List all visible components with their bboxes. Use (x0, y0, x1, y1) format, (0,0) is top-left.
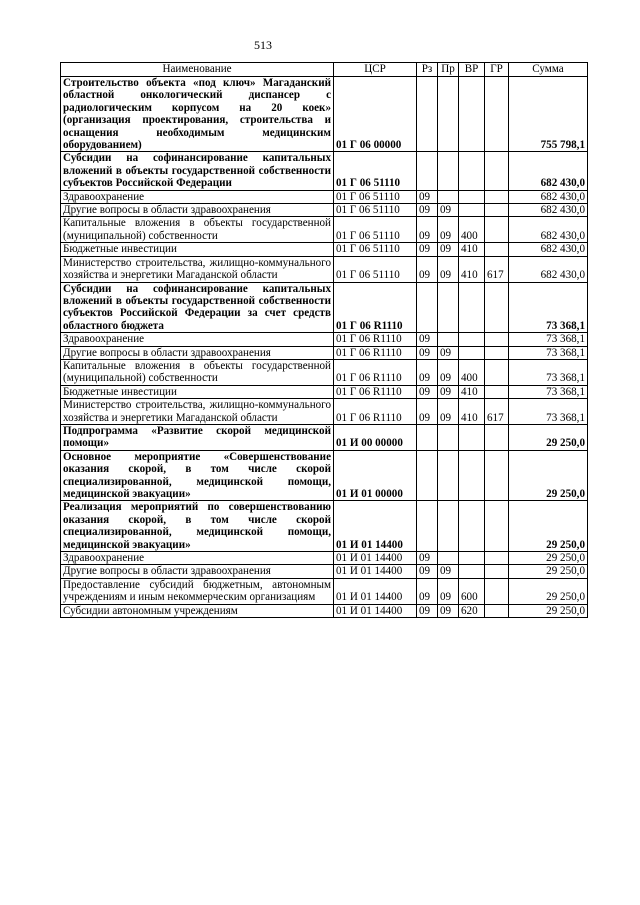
cell-vr (459, 450, 485, 501)
cell-pr: 09 (438, 578, 459, 604)
cell-sum: 682 430,0 (509, 217, 588, 243)
cell-sum: 29 250,0 (509, 450, 588, 501)
cell-csr: 01 Г 06 00000 (334, 77, 417, 152)
cell-name: Бюджетные инвестиции (61, 385, 334, 398)
cell-csr: 01 И 01 14400 (334, 578, 417, 604)
header-sum: Сумма (509, 63, 588, 77)
table-row (61, 243, 588, 256)
cell-vr (459, 565, 485, 578)
cell-gr (485, 243, 509, 256)
cell-rz: 09 (417, 385, 438, 398)
cell-pr (438, 424, 459, 450)
cell-sum: 73 368,1 (509, 385, 588, 398)
cell-name: Субсидии на софинансирование капитальных вложений в объекты государственной собственности субъектов Российской Федерации (61, 152, 334, 190)
cell-sum: 73 368,1 (509, 333, 588, 346)
cell-rz: 09 (417, 217, 438, 243)
cell-name: Другие вопросы в области здравоохранения (61, 204, 334, 217)
cell-gr (485, 359, 509, 385)
table-row (61, 77, 588, 152)
table-row (61, 552, 588, 565)
cell-pr (438, 552, 459, 565)
cell-rz: 09 (417, 604, 438, 617)
cell-name: Бюджетные инвестиции (61, 243, 334, 256)
cell-csr: 01 Г 06 R1110 (334, 346, 417, 359)
cell-name: Министерство строительства, жилищно-коммунального хозяйства и энергетики Магаданской области (61, 256, 334, 282)
cell-pr (438, 152, 459, 190)
cell-gr (485, 565, 509, 578)
cell-csr: 01 Г 06 51110 (334, 190, 417, 203)
cell-csr: 01 И 01 14400 (334, 552, 417, 565)
cell-gr (485, 190, 509, 203)
cell-pr (438, 190, 459, 203)
cell-rz (417, 424, 438, 450)
cell-pr: 09 (438, 243, 459, 256)
cell-csr: 01 Г 06 R1110 (334, 333, 417, 346)
cell-name: Реализация мероприятий по совершенствованию оказания скорой, в том числе скорой специализированной, медицинской помощи, медицинской эвакуации» (61, 501, 334, 552)
cell-pr (438, 450, 459, 501)
cell-sum: 682 430,0 (509, 243, 588, 256)
header-gr: ГР (485, 63, 509, 77)
cell-gr (485, 346, 509, 359)
cell-vr (459, 204, 485, 217)
cell-csr: 01 Г 06 51110 (334, 256, 417, 282)
cell-vr: 410 (459, 399, 485, 425)
cell-pr: 09 (438, 385, 459, 398)
cell-sum: 682 430,0 (509, 190, 588, 203)
cell-gr: 617 (485, 256, 509, 282)
cell-gr (485, 604, 509, 617)
header-rz: Рз (417, 63, 438, 77)
cell-gr (485, 152, 509, 190)
cell-vr (459, 77, 485, 152)
cell-pr: 09 (438, 204, 459, 217)
cell-csr: 01 Г 06 51110 (334, 152, 417, 190)
cell-name: Министерство строительства, жилищно-коммунального хозяйства и энергетики Магаданской области (61, 399, 334, 425)
table-row (61, 217, 588, 243)
table-row (61, 424, 588, 450)
cell-vr: 410 (459, 385, 485, 398)
cell-vr: 410 (459, 256, 485, 282)
cell-name: Капитальные вложения в объекты государственной (муниципальной) собственности (61, 217, 334, 243)
cell-gr (485, 578, 509, 604)
cell-pr: 09 (438, 399, 459, 425)
cell-rz: 09 (417, 256, 438, 282)
cell-vr (459, 333, 485, 346)
cell-gr: 617 (485, 399, 509, 425)
cell-name: Другие вопросы в области здравоохранения (61, 565, 334, 578)
cell-rz (417, 450, 438, 501)
cell-name: Основное мероприятие «Совершенствование оказания скорой, в том числе скорой специализированной, медицинской помощи, медицинской эвакуации» (61, 450, 334, 501)
cell-vr (459, 152, 485, 190)
cell-rz: 09 (417, 399, 438, 425)
cell-vr (459, 424, 485, 450)
cell-rz: 09 (417, 190, 438, 203)
cell-rz (417, 77, 438, 152)
cell-name: Капитальные вложения в объекты государственной (муниципальной) собственности (61, 359, 334, 385)
table-row (61, 385, 588, 398)
cell-gr (485, 501, 509, 552)
cell-csr: 01 И 01 14400 (334, 565, 417, 578)
cell-pr: 09 (438, 565, 459, 578)
header-vr: ВР (459, 63, 485, 77)
cell-pr: 09 (438, 604, 459, 617)
cell-csr: 01 И 01 14400 (334, 604, 417, 617)
cell-pr: 09 (438, 217, 459, 243)
cell-vr (459, 190, 485, 203)
cell-csr: 01 Г 06 R1110 (334, 359, 417, 385)
cell-name: Строительство объекта «под ключ» Магаданский областной онкологический диспансер с радиологическим корпусом на 20 коек» (организация проектирования, строительства и оснащения необходимым медицинским оборудованием) (61, 77, 334, 152)
cell-csr: 01 И 01 00000 (334, 450, 417, 501)
cell-vr: 620 (459, 604, 485, 617)
cell-gr (485, 385, 509, 398)
cell-csr: 01 Г 06 51110 (334, 217, 417, 243)
cell-sum: 682 430,0 (509, 204, 588, 217)
budget-table (60, 62, 588, 618)
cell-rz: 09 (417, 552, 438, 565)
table-row (61, 282, 588, 333)
cell-vr (459, 346, 485, 359)
cell-sum: 29 250,0 (509, 424, 588, 450)
cell-vr: 410 (459, 243, 485, 256)
cell-sum: 29 250,0 (509, 501, 588, 552)
cell-gr (485, 282, 509, 333)
cell-pr: 09 (438, 359, 459, 385)
cell-gr (485, 204, 509, 217)
cell-rz: 09 (417, 359, 438, 385)
cell-gr (485, 552, 509, 565)
cell-rz: 09 (417, 565, 438, 578)
cell-sum: 73 368,1 (509, 359, 588, 385)
table-row (61, 346, 588, 359)
header-csr: ЦСР (334, 63, 417, 77)
cell-pr (438, 282, 459, 333)
cell-gr (485, 424, 509, 450)
cell-rz: 09 (417, 578, 438, 604)
table-row (61, 152, 588, 190)
cell-csr: 01 Г 06 51110 (334, 204, 417, 217)
table-row (61, 204, 588, 217)
table-row (61, 604, 588, 617)
cell-gr (485, 217, 509, 243)
cell-csr: 01 Г 06 R1110 (334, 385, 417, 398)
cell-sum: 73 368,1 (509, 399, 588, 425)
cell-pr: 09 (438, 346, 459, 359)
cell-csr: 01 Г 06 51110 (334, 243, 417, 256)
cell-rz: 09 (417, 346, 438, 359)
cell-name: Предоставление субсидий бюджетным, автономным учреждениям и иным некоммерческим организациям (61, 578, 334, 604)
cell-csr: 01 И 00 00000 (334, 424, 417, 450)
cell-sum: 73 368,1 (509, 282, 588, 333)
table-row (61, 333, 588, 346)
cell-pr (438, 77, 459, 152)
cell-sum: 682 430,0 (509, 256, 588, 282)
cell-vr (459, 501, 485, 552)
cell-gr (485, 450, 509, 501)
cell-name: Здравоохранение (61, 552, 334, 565)
table-row (61, 501, 588, 552)
page-number: 513 (254, 38, 272, 52)
cell-csr: 01 Г 06 R1110 (334, 399, 417, 425)
cell-csr: 01 Г 06 R1110 (334, 282, 417, 333)
table-row (61, 578, 588, 604)
cell-vr (459, 282, 485, 333)
cell-csr: 01 И 01 14400 (334, 501, 417, 552)
cell-sum: 682 430,0 (509, 152, 588, 190)
cell-pr (438, 333, 459, 346)
cell-vr: 600 (459, 578, 485, 604)
cell-sum: 755 798,1 (509, 77, 588, 152)
header-row (61, 63, 588, 77)
header-name: Наименование (61, 63, 334, 77)
cell-rz: 09 (417, 243, 438, 256)
cell-vr (459, 552, 485, 565)
cell-vr: 400 (459, 217, 485, 243)
cell-sum: 29 250,0 (509, 552, 588, 565)
cell-rz (417, 501, 438, 552)
table-row (61, 450, 588, 501)
cell-name: Другие вопросы в области здравоохранения (61, 346, 334, 359)
table-row (61, 256, 588, 282)
cell-pr (438, 501, 459, 552)
table-row (61, 359, 588, 385)
cell-rz: 09 (417, 204, 438, 217)
cell-sum: 29 250,0 (509, 565, 588, 578)
header-pr: Пр (438, 63, 459, 77)
table-row (61, 565, 588, 578)
cell-rz: 09 (417, 333, 438, 346)
cell-sum: 29 250,0 (509, 604, 588, 617)
table-row (61, 399, 588, 425)
cell-vr: 400 (459, 359, 485, 385)
cell-rz (417, 152, 438, 190)
cell-sum: 73 368,1 (509, 346, 588, 359)
cell-name: Субсидии автономным учреждениям (61, 604, 334, 617)
cell-name: Здравоохранение (61, 190, 334, 203)
cell-gr (485, 77, 509, 152)
cell-gr (485, 333, 509, 346)
cell-name: Субсидии на софинансирование капитальных вложений в объекты государственной собственности субъектов Российской Федерации за счет средств областного бюджета (61, 282, 334, 333)
table-row (61, 190, 588, 203)
cell-name: Здравоохранение (61, 333, 334, 346)
cell-name: Подпрограмма «Развитие скорой медицинской помощи» (61, 424, 334, 450)
cell-rz (417, 282, 438, 333)
cell-pr: 09 (438, 256, 459, 282)
cell-sum: 29 250,0 (509, 578, 588, 604)
